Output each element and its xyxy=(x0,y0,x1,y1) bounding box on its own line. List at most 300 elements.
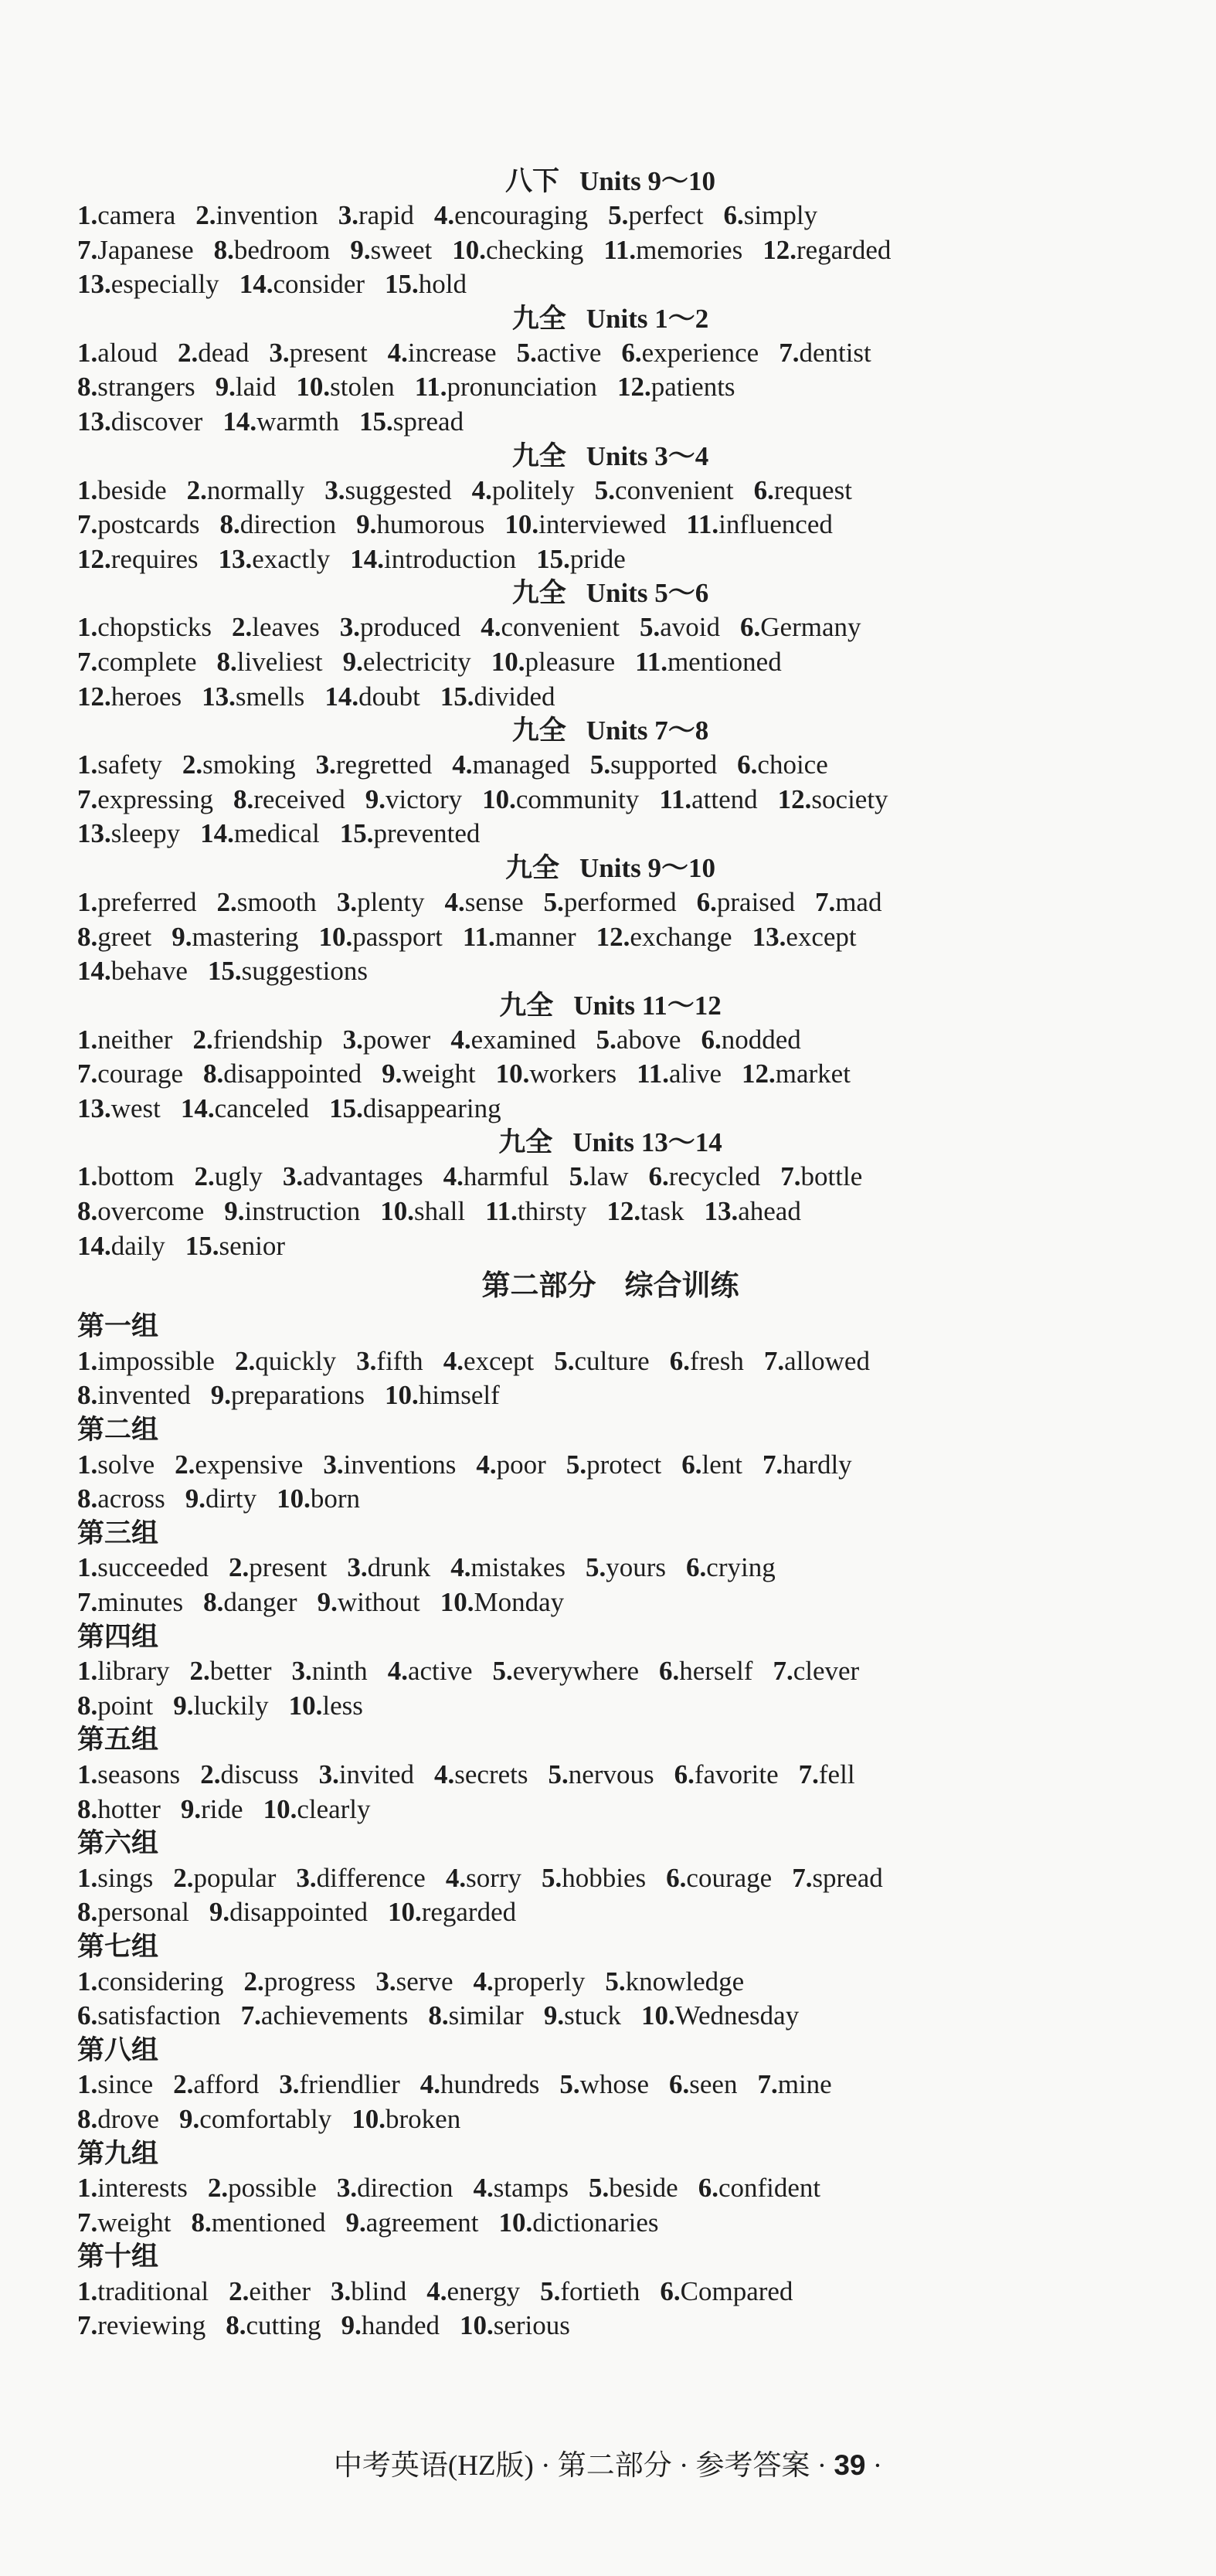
answer-item xyxy=(569,1160,629,1195)
answer-number: 9. xyxy=(317,1587,338,1617)
answer-word: praised xyxy=(716,886,795,917)
answer-item xyxy=(77,680,182,715)
answer-word: afford xyxy=(193,2069,260,2100)
answer-word: Japanese xyxy=(97,234,194,265)
answer-number: 5. xyxy=(492,1656,513,1687)
answer-word: weight xyxy=(97,2207,172,2238)
answer-item xyxy=(596,1023,681,1058)
answer-word: harmful xyxy=(463,1161,549,1192)
answer-word: prevented xyxy=(373,818,481,849)
answer-number: 12. xyxy=(742,1059,776,1089)
answer-item xyxy=(340,817,481,851)
answer-number: 9. xyxy=(215,372,236,403)
answer-item xyxy=(291,1654,367,1689)
answer-item xyxy=(350,542,516,577)
answer-word: camera xyxy=(97,200,176,230)
answer-item xyxy=(318,920,442,955)
answer-number: 15. xyxy=(440,681,474,712)
unit-heading xyxy=(46,165,1174,199)
answer-item xyxy=(77,370,195,405)
answer-line xyxy=(77,370,1174,405)
answer-number: 10. xyxy=(296,372,331,403)
answer-number: 1. xyxy=(77,886,98,917)
answer-word: seasons xyxy=(97,1759,181,1789)
answer-item xyxy=(77,1999,221,2034)
answer-word: stolen xyxy=(330,372,395,403)
answer-word: culture xyxy=(574,1345,650,1376)
answer-word: nodded xyxy=(721,1024,801,1055)
answer-number: 2. xyxy=(232,612,253,643)
answer-item xyxy=(77,2171,188,2206)
answer-word: patients xyxy=(650,372,735,403)
answer-number: 5. xyxy=(516,337,537,368)
answer-word: passport xyxy=(352,921,443,952)
answer-item xyxy=(499,2206,659,2241)
answer-number: 11. xyxy=(485,1196,518,1227)
answer-line xyxy=(77,1229,1174,1264)
units-label: Units 1～2 xyxy=(586,303,709,334)
answer-word: community xyxy=(515,783,640,814)
answer-word: stuck xyxy=(564,2000,621,2031)
answer-word: mine xyxy=(777,2069,832,2100)
answer-number: 4. xyxy=(445,1862,467,1893)
answer-item xyxy=(670,1344,744,1379)
answer-number: 12. xyxy=(763,234,797,265)
units-label: Units 9～10 xyxy=(579,166,715,196)
answer-word: alive xyxy=(668,1059,722,1089)
answer-line xyxy=(77,1793,1174,1827)
answer-number: 2. xyxy=(195,200,216,230)
answer-word: bottle xyxy=(800,1161,863,1192)
answer-word: convenient xyxy=(501,612,620,643)
answer-item xyxy=(77,1758,180,1793)
answer-word: laid xyxy=(235,372,277,403)
answer-number: 12. xyxy=(596,921,630,952)
answer-word: chopsticks xyxy=(97,612,212,643)
answer-item xyxy=(178,336,249,371)
answer-number: 2. xyxy=(229,2275,250,2306)
answer-item xyxy=(382,1057,476,1092)
answer-item xyxy=(202,680,304,715)
answer-item xyxy=(504,508,666,542)
answer-number: 3. xyxy=(279,2069,300,2100)
answer-word: advantages xyxy=(303,1161,423,1192)
answer-word: managed xyxy=(472,749,570,780)
units-label: Units 11～12 xyxy=(573,990,722,1021)
answer-word: mentioned xyxy=(667,646,782,677)
answer-word: present xyxy=(289,337,368,368)
answer-line xyxy=(77,542,1174,577)
answer-word: received xyxy=(253,783,345,814)
answer-word: spread xyxy=(392,406,464,437)
answer-number: 9. xyxy=(356,509,377,540)
answer-item xyxy=(175,1448,303,1483)
answer-word: less xyxy=(322,1690,363,1721)
answer-number: 15. xyxy=(207,956,242,987)
answer-item xyxy=(209,1895,368,1930)
answer-number: 13. xyxy=(77,1093,111,1123)
answer-number: 8. xyxy=(77,372,98,403)
answer-word: examined xyxy=(470,1024,576,1055)
answer-word: smoking xyxy=(202,749,296,780)
answer-word: dirty xyxy=(205,1483,257,1514)
answer-item xyxy=(235,1344,336,1379)
answer-number: 15. xyxy=(329,1093,363,1123)
part-two-title: 第二部分 综合训练 xyxy=(481,1270,739,1303)
footer-tail: · xyxy=(865,2450,883,2482)
answer-word: inventions xyxy=(343,1449,457,1480)
answer-item xyxy=(596,920,732,955)
answer-number: 2. xyxy=(243,1966,264,1997)
answer-number: 11. xyxy=(603,234,637,265)
answer-word: west xyxy=(110,1093,161,1123)
answer-word: doubt xyxy=(358,681,420,712)
answer-number: 6. xyxy=(658,1656,680,1687)
answer-item xyxy=(445,885,524,920)
answer-number: 3. xyxy=(331,2275,352,2306)
answer-item xyxy=(226,2309,321,2343)
answer-word: comfortably xyxy=(199,2103,332,2134)
answer-line xyxy=(77,1654,1174,1689)
answer-line xyxy=(77,508,1174,542)
answer-item xyxy=(77,1585,183,1620)
answer-word: active xyxy=(536,337,602,368)
answer-item xyxy=(346,2206,479,2241)
answer-item xyxy=(686,1551,776,1585)
answer-item xyxy=(77,1023,172,1058)
answer-number: 2. xyxy=(173,1862,194,1893)
answer-number: 3. xyxy=(296,1862,317,1893)
answer-number: 5. xyxy=(554,1345,575,1376)
answer-word: request xyxy=(773,474,852,505)
answer-word: convenient xyxy=(615,474,734,505)
answer-word: luckily xyxy=(193,1690,269,1721)
answer-item xyxy=(460,2309,570,2343)
answer-item xyxy=(763,1448,852,1483)
answer-number: 14. xyxy=(180,1093,215,1123)
answer-word: hobbies xyxy=(562,1862,647,1893)
answer-item xyxy=(211,1378,365,1413)
answer-item xyxy=(603,233,742,268)
answer-item xyxy=(493,1654,639,1689)
group-title: 第六组 xyxy=(77,1828,159,1859)
answer-number: 3. xyxy=(318,1759,339,1789)
answer-item xyxy=(474,2171,569,2206)
answer-item xyxy=(434,1758,528,1793)
answer-item xyxy=(319,1758,414,1793)
answer-line xyxy=(77,1965,1174,2000)
answer-item xyxy=(337,885,425,920)
answer-item xyxy=(637,1057,722,1092)
answer-word: rapid xyxy=(358,200,414,230)
answer-word: whose xyxy=(579,2069,650,2100)
answer-word: regretted xyxy=(335,749,433,780)
answer-number: 8. xyxy=(77,2103,98,2134)
answer-item xyxy=(559,2068,649,2102)
answer-number: 13. xyxy=(218,543,253,574)
answer-word: preferred xyxy=(97,886,197,917)
answer-word: suggested xyxy=(345,474,452,505)
answer-word: shall xyxy=(413,1196,466,1227)
answer-word: energy xyxy=(447,2275,521,2306)
answer-word: pride xyxy=(569,543,626,574)
answer-number: 13. xyxy=(704,1196,739,1227)
answer-word: Compared xyxy=(680,2275,793,2306)
answer-item xyxy=(452,748,570,783)
answer-item xyxy=(540,2275,640,2309)
answer-word: influenced xyxy=(718,509,833,540)
answer-number: 8. xyxy=(77,1483,98,1514)
answer-word: disappointed xyxy=(229,1897,368,1928)
answer-number: 6. xyxy=(740,612,761,643)
answer-number: 2. xyxy=(234,1345,256,1376)
part-two-groups xyxy=(77,1310,1174,2343)
answer-word: ninth xyxy=(311,1656,368,1687)
answer-number: 4. xyxy=(433,200,455,230)
answer-number: 3. xyxy=(282,1161,304,1192)
answer-word: regarded xyxy=(421,1897,517,1928)
answer-number: 12. xyxy=(606,1196,641,1227)
answer-item xyxy=(181,1793,243,1827)
answer-item xyxy=(566,1448,661,1483)
answer-item xyxy=(356,508,484,542)
answer-word: above xyxy=(616,1024,681,1055)
answer-word: crying xyxy=(706,1552,776,1583)
answer-item xyxy=(77,1057,183,1092)
answer-item xyxy=(182,748,296,783)
answer-number: 1. xyxy=(77,2069,98,2100)
answer-word: secrets xyxy=(454,1759,528,1789)
answer-number: 10. xyxy=(277,1483,311,1514)
answer-item xyxy=(757,2068,831,2102)
answer-item xyxy=(77,1551,209,1585)
answer-word: daily xyxy=(110,1230,165,1261)
answer-item xyxy=(77,2206,172,2241)
answer-word: expressing xyxy=(97,783,213,814)
answer-number: 14. xyxy=(222,406,257,437)
answer-item xyxy=(778,783,888,817)
answer-item xyxy=(77,920,151,955)
answer-number: 1. xyxy=(77,2275,98,2306)
answer-item xyxy=(323,1448,456,1483)
answer-number: 2. xyxy=(173,2069,194,2100)
answer-item xyxy=(359,405,464,440)
answer-word: clever xyxy=(793,1656,860,1687)
answer-item xyxy=(316,748,433,783)
answer-line xyxy=(77,783,1174,817)
answer-word: strangers xyxy=(97,372,195,403)
answer-number: 8. xyxy=(77,1897,98,1928)
answer-line xyxy=(77,267,1174,302)
answer-number: 15. xyxy=(385,269,419,300)
answer-word: nervous xyxy=(568,1759,654,1789)
answer-word: properly xyxy=(493,1966,586,1997)
group-title: 第九组 xyxy=(77,2138,159,2169)
answer-number: 14. xyxy=(77,1230,111,1261)
answer-item xyxy=(659,783,757,817)
answer-word: library xyxy=(97,1656,170,1687)
answer-word: sings xyxy=(97,1862,154,1893)
answer-word: friendlier xyxy=(299,2069,400,2100)
answer-word: bottom xyxy=(97,1161,175,1192)
answer-word: seen xyxy=(689,2069,738,2100)
answer-number: 7. xyxy=(757,2069,778,2100)
answer-word: market xyxy=(775,1059,851,1089)
answer-word: interviewed xyxy=(538,509,667,540)
answer-line xyxy=(77,1160,1174,1195)
answer-item xyxy=(450,1551,566,1585)
unit-heading xyxy=(46,576,1174,610)
answer-item xyxy=(635,645,782,680)
answer-number: 1. xyxy=(77,1862,98,1893)
answer-line xyxy=(77,1378,1174,1413)
answer-number: 1. xyxy=(77,1966,98,1997)
answer-line xyxy=(77,199,1174,233)
answer-word: bedroom xyxy=(233,234,331,265)
answer-number: 3. xyxy=(269,337,290,368)
answer-word: dictionaries xyxy=(532,2207,659,2238)
answer-line xyxy=(77,1448,1174,1483)
answer-number: 3. xyxy=(291,1656,312,1687)
answer-number: 2. xyxy=(189,1656,210,1687)
answer-item xyxy=(200,1758,298,1793)
answer-number: 14. xyxy=(77,956,111,987)
answer-number: 5. xyxy=(594,474,616,505)
answer-item xyxy=(241,1999,409,2034)
answer-number: 7. xyxy=(77,783,98,814)
answer-number: 2. xyxy=(192,1024,213,1055)
answer-number: 11. xyxy=(637,1059,669,1089)
answer-number: 2. xyxy=(186,474,207,505)
answer-number: 6. xyxy=(681,1449,702,1480)
answer-number: 6. xyxy=(686,1552,707,1583)
answer-number: 1. xyxy=(77,1024,98,1055)
answer-number: 10. xyxy=(288,1690,323,1721)
answer-word: ugly xyxy=(214,1161,263,1192)
answer-word: ahead xyxy=(738,1196,801,1227)
answer-item xyxy=(216,885,316,920)
answer-number: 10. xyxy=(352,2103,386,2134)
answer-word: himself xyxy=(418,1380,500,1411)
answer-item xyxy=(375,1965,453,2000)
answer-word: invention xyxy=(216,200,318,230)
answer-item xyxy=(463,920,576,955)
answer-number: 1. xyxy=(77,2173,98,2204)
answer-number: 14. xyxy=(239,269,273,300)
answer-item xyxy=(608,199,703,233)
answer-word: yours xyxy=(606,1552,667,1583)
answer-line xyxy=(77,1999,1174,2034)
answer-word: present xyxy=(249,1552,328,1583)
answer-item xyxy=(434,199,588,233)
answer-number: 6. xyxy=(696,886,717,917)
answer-item xyxy=(77,1654,170,1689)
answer-number: 15. xyxy=(339,818,374,849)
answer-number: 1. xyxy=(77,1161,98,1192)
answer-number: 13. xyxy=(77,406,111,437)
answer-word: protect xyxy=(586,1449,662,1480)
answer-number: 5. xyxy=(566,1449,587,1480)
answer-item xyxy=(218,542,330,577)
answer-number: 8. xyxy=(77,921,98,952)
answer-item xyxy=(443,1344,535,1379)
answer-number: 3. xyxy=(347,1552,368,1583)
answer-item xyxy=(77,1195,204,1229)
answer-item xyxy=(77,783,213,817)
answer-number: 4. xyxy=(387,337,408,368)
answer-item xyxy=(701,1023,800,1058)
answer-word: behave xyxy=(110,956,188,987)
answer-word: expensive xyxy=(195,1449,304,1480)
answer-item xyxy=(669,2068,737,2102)
answer-item xyxy=(77,199,175,233)
answer-number: 9. xyxy=(210,1380,232,1411)
answer-number: 3. xyxy=(323,1449,344,1480)
answer-number: 7. xyxy=(77,2207,98,2238)
answer-item xyxy=(77,233,194,268)
answer-number: 5. xyxy=(569,1161,589,1192)
answer-word: satisfaction xyxy=(97,2000,221,2031)
answer-word: senior xyxy=(219,1230,286,1261)
answer-word: neither xyxy=(97,1024,173,1055)
answer-item xyxy=(208,954,368,989)
answer-word: point xyxy=(97,1690,154,1721)
units-label: Units 9～10 xyxy=(579,852,715,883)
answer-number: 10. xyxy=(440,1587,474,1617)
answer-word: discuss xyxy=(220,1759,299,1789)
answer-item xyxy=(194,1160,262,1195)
answer-item xyxy=(77,508,199,542)
answer-item xyxy=(279,2068,399,2102)
answer-number: 10. xyxy=(380,1196,414,1227)
answer-item xyxy=(77,267,219,302)
answer-number: 7. xyxy=(792,1862,813,1893)
answer-number: 10. xyxy=(387,1897,422,1928)
units-label: Units 5～6 xyxy=(586,578,709,609)
answer-item xyxy=(640,610,720,645)
answer-number: 10. xyxy=(498,2207,533,2238)
answer-word: sweet xyxy=(370,234,433,265)
answer-word: performed xyxy=(563,886,677,917)
answer-item xyxy=(283,1160,423,1195)
answer-word: considering xyxy=(97,1966,224,1997)
answer-number: 2. xyxy=(216,886,237,917)
answer-word: popular xyxy=(193,1862,277,1893)
answer-item xyxy=(77,1793,161,1827)
answer-word: complete xyxy=(97,646,197,677)
answer-item xyxy=(77,474,167,508)
answer-word: law xyxy=(589,1161,629,1192)
answer-item xyxy=(77,1229,165,1264)
answer-number: 10. xyxy=(460,2310,494,2341)
answer-number: 8. xyxy=(203,1059,224,1089)
answer-number: 9. xyxy=(173,1690,194,1721)
answer-item xyxy=(415,370,597,405)
answer-word: born xyxy=(310,1483,360,1514)
answer-item xyxy=(659,1654,752,1689)
answer-word: overcome xyxy=(97,1196,205,1227)
answer-item xyxy=(229,2275,311,2309)
answer-number: 12. xyxy=(777,783,812,814)
answer-word: direction xyxy=(357,2173,453,2204)
answer-word: instruction xyxy=(244,1196,361,1227)
answer-number: 10. xyxy=(495,1059,530,1089)
answer-item xyxy=(233,783,345,817)
answer-word: fresh xyxy=(689,1345,744,1376)
grade-label: 九全 xyxy=(511,715,566,746)
answer-item xyxy=(617,370,735,405)
answer-item xyxy=(698,2171,820,2206)
